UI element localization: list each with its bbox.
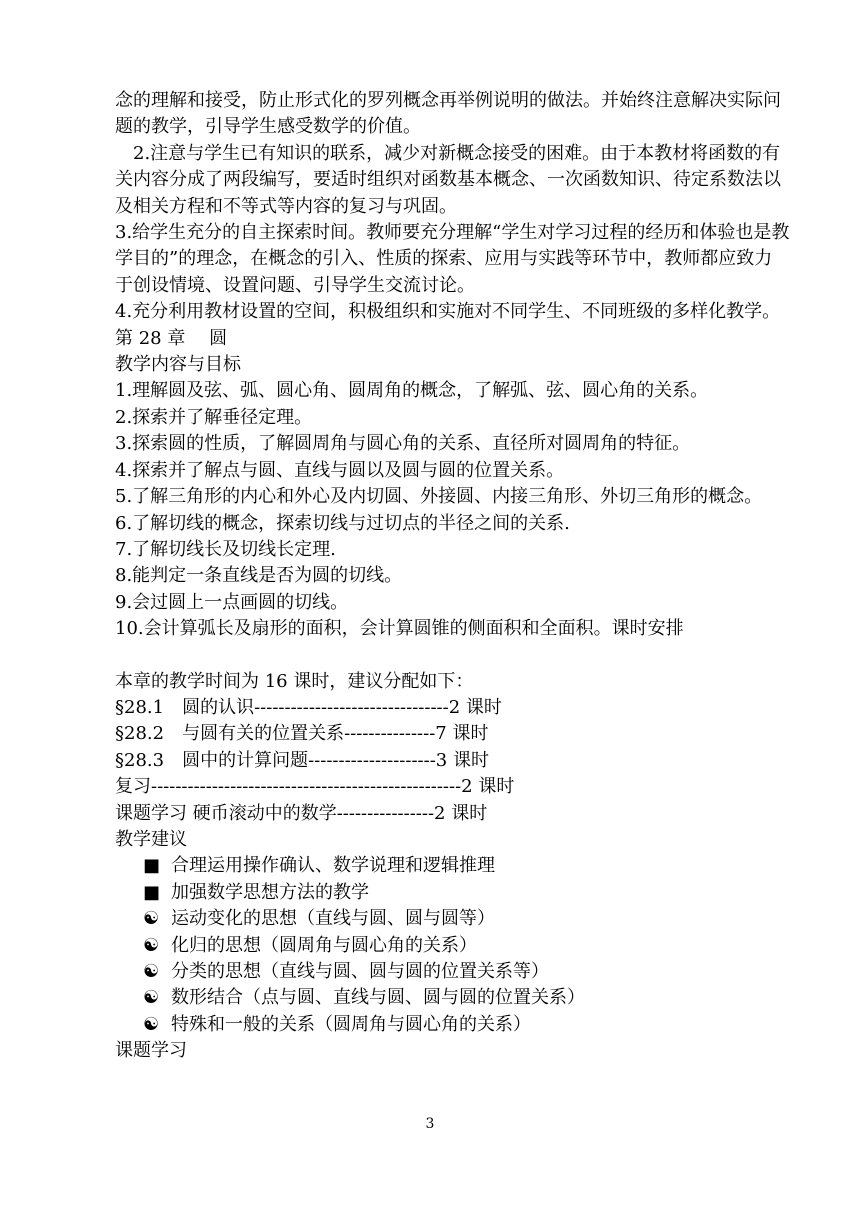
yin-yang-bullet-icon: ☯	[143, 961, 160, 982]
chapter-title: 第 28 章 圆	[115, 327, 228, 349]
page-number: 3	[425, 1116, 435, 1132]
square-bullet-icon: ■	[143, 855, 161, 877]
yin-yang-bullet-icon: ☯	[143, 908, 160, 930]
suggestion-item	[115, 880, 790, 906]
suggestion-item	[115, 906, 790, 932]
goal-item: 4.探索并了解点与圆、直线与圆以及圆与圆的位置关系。	[115, 459, 565, 481]
suggestion-item	[115, 985, 790, 1011]
suggestion-text: 分类的思想（直线与圆、圆与圆的位置关系等）	[171, 961, 549, 982]
goal-item: 7.了解切线长及切线长定理.	[115, 538, 336, 560]
section-heading-suggestions: 教学建议	[115, 828, 187, 850]
intro-paragraph: 3.给学生充分的自主探索时间。教师要充分理解“学生对学习过程的经历和体验也是教学目的”的理念，在概念的引入、性质的探索、应用与实践等环节中，教师都应致力于创设情境、设置问题、引导学生交流讨论。	[115, 222, 790, 296]
goal-item: 6.了解切线的概念，探索切线与过切点的半径之间的关系.	[115, 512, 570, 534]
schedule-row: 课题学习 硬币滚动中的数学----------------2 课时	[115, 802, 488, 824]
intro-paragraph: 念的理解和接受，防止形式化的罗列概念再举例说明的做法。并始终注意解决实际问题的教学，引导学生感受数学的价值。	[115, 90, 781, 138]
suggestion-text: 运动变化的思想（直线与圆、圆与圆等）	[171, 908, 495, 930]
suggestion-item	[115, 959, 790, 985]
goal-item: 9.会过圆上一点画圆的切线。	[115, 591, 349, 613]
section-heading-project: 课题学习	[115, 1040, 187, 1062]
schedule-row: 复习---------------------------------------------------2 课时	[115, 776, 515, 798]
suggestion-text: 合理运用操作确认、数学说理和逻辑推理	[171, 855, 495, 877]
goal-item: 1.理解圆及弦、弧、圆心角、圆周角的概念，了解弧、弦、圆心角的关系。	[115, 380, 709, 402]
yin-yang-bullet-icon: ☯	[143, 934, 160, 956]
square-bullet-icon: ■	[143, 881, 161, 903]
goal-item: 5.了解三角形的内心和外心及内切圆、外接圆、内接三角形、外切三角形的概念。	[115, 486, 763, 508]
suggestion-item	[115, 1012, 790, 1038]
section-heading-goals: 教学内容与目标	[115, 354, 241, 376]
yin-yang-bullet-icon: ☯	[143, 987, 160, 1009]
suggestion-item	[115, 853, 790, 879]
suggestion-text: 化归的思想（圆周角与圆心角的关系）	[171, 934, 477, 956]
goal-item: 10.会计算弧长及扇形的面积，会计算圆锥的侧面积和全面积。课时安排	[115, 618, 684, 640]
blank-line	[115, 643, 790, 669]
schedule-row: §28.3 圆中的计算问题---------------------3 课时	[115, 749, 489, 771]
intro-paragraph: 4.充分利用教材设置的空间，积极组织和实施对不同学生、不同班级的多样化教学。	[115, 301, 781, 323]
suggestion-text: 数形结合（点与圆、直线与圆、圆与圆的位置关系）	[171, 987, 585, 1009]
goal-item: 3.探索圆的性质，了解圆周角与圆心角的关系、直径所对圆周角的特征。	[115, 433, 691, 455]
goal-item: 8.能判定一条直线是否为圆的切线。	[115, 565, 403, 587]
suggestion-item	[115, 933, 790, 959]
page-content	[115, 88, 790, 1065]
goal-item: 2.探索并了解垂径定理。	[115, 406, 313, 428]
suggestion-text: 加强数学思想方法的教学	[171, 881, 369, 903]
schedule-row: §28.2 与圆有关的位置关系---------------7 课时	[115, 723, 489, 745]
intro-paragraph: 2.注意与学生已有知识的联系，减少对新概念接受的困难。由于本教材将函数的有关内容分成了两段编写，要适时组织对函数基本概念、一次函数知识、待定系数法以及相关方程和不等式等内容的复习与巩固。	[115, 142, 781, 217]
schedule-row: §28.1 圆的认识--------------------------------2 课时	[115, 696, 502, 718]
schedule-intro: 本章的教学时间为 16 课时，建议分配如下：	[115, 670, 474, 692]
yin-yang-bullet-icon: ☯	[143, 1013, 160, 1035]
suggestion-text: 特殊和一般的关系（圆周角与圆心角的关系）	[171, 1013, 531, 1035]
